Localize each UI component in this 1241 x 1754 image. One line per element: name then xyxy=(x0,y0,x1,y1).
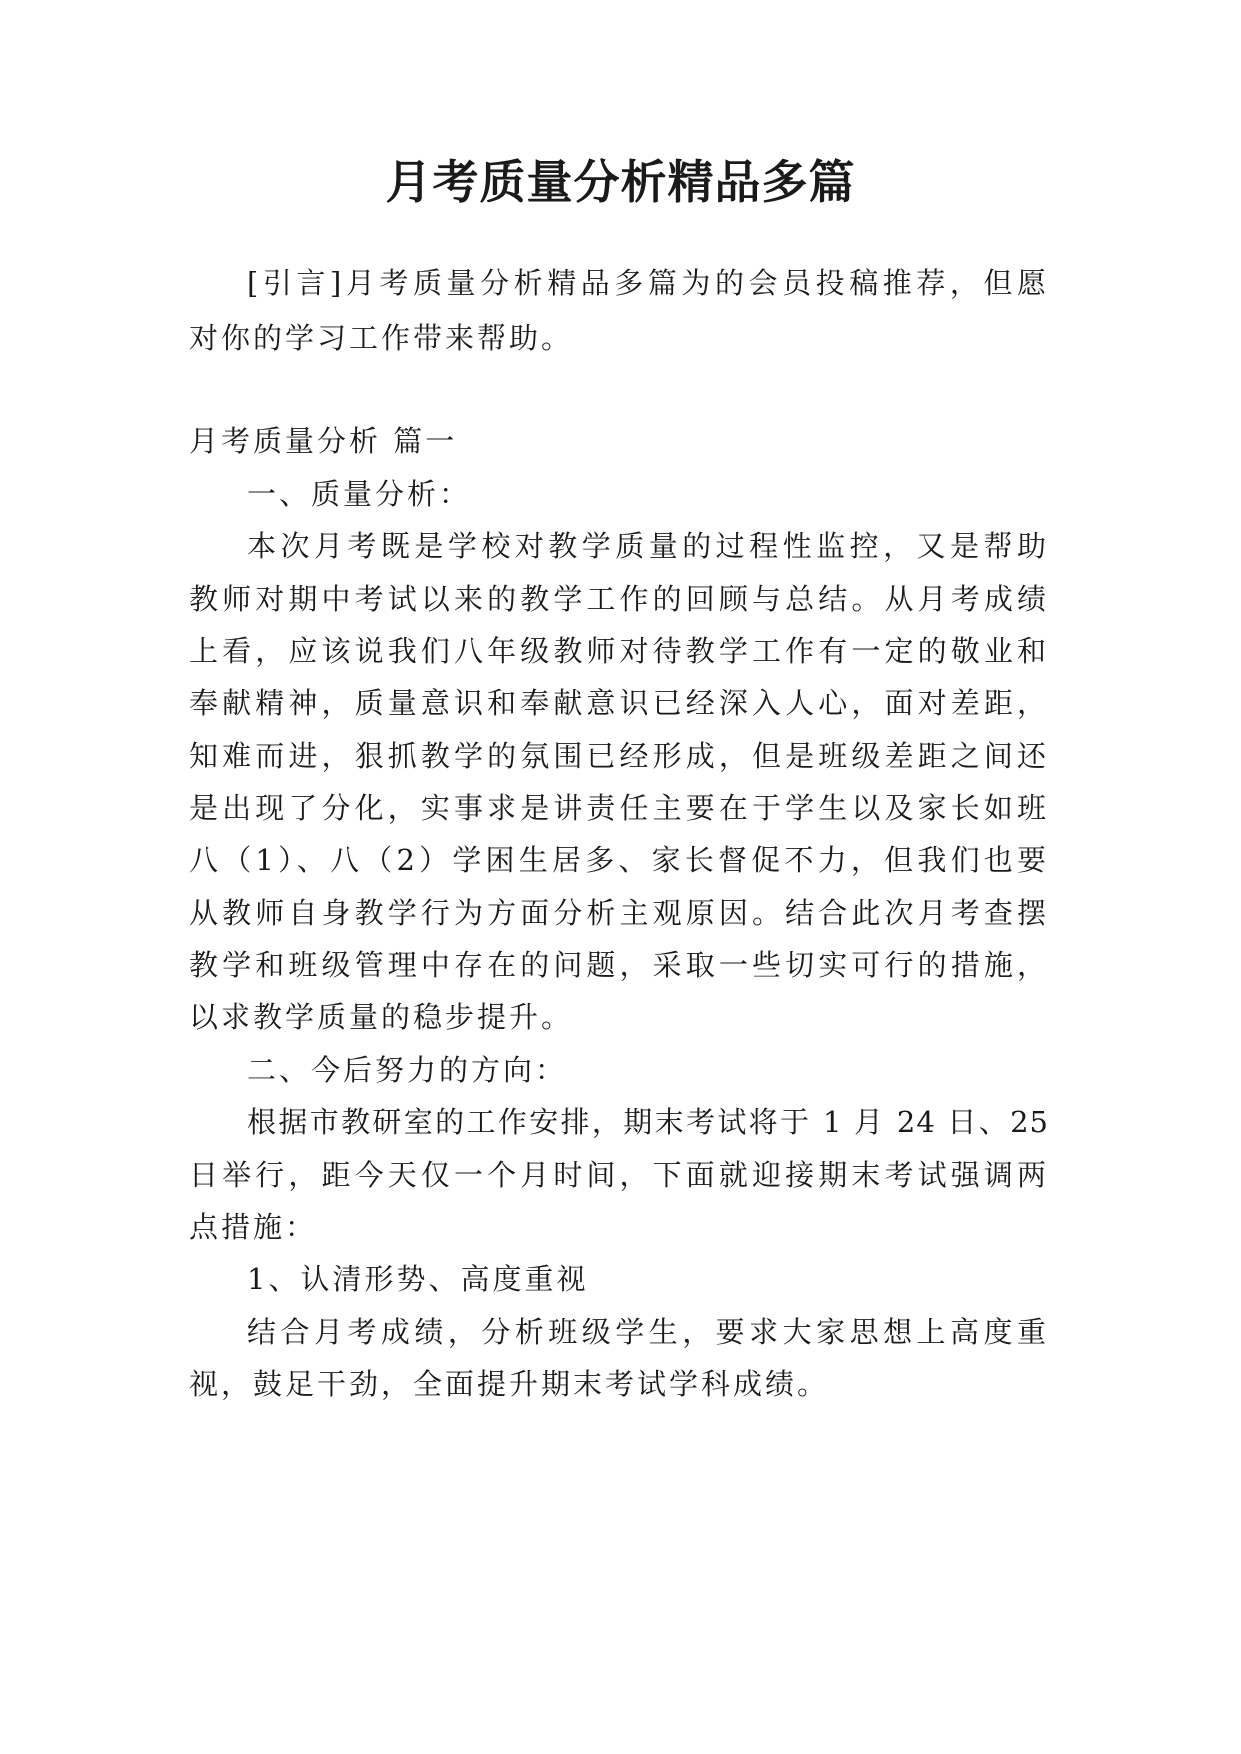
item1-heading: 1、认清形势、高度重视 xyxy=(247,1262,589,1296)
part2-line-3: 点措施： xyxy=(189,1210,318,1244)
part1-line-4: 奉献精神，质量意识和奉献意识已经深入人心，面对差距， xyxy=(189,686,1049,720)
part1-line-10: 以求教学质量的稳步提升。 xyxy=(189,1000,574,1034)
part2-line-2: 日举行，距今天仅一个月时间，下面就迎接期末考试强调两 xyxy=(189,1158,1049,1192)
part2-line-1: 根据市教研室的工作安排，期末考试将于 1 月 24 日、25 xyxy=(247,1105,1049,1139)
intro-line-1: [引言]月考质量分析精品多篇为的会员投稿推荐，但愿 xyxy=(247,266,1049,300)
part1-line-5: 知难而进，狠抓教学的氛围已经形成，但是班级差距之间还 xyxy=(189,739,1049,773)
part1-line-7: 八（1）、八（2）学困生居多、家长督促不力，但我们也要 xyxy=(189,843,1049,877)
part2-heading: 二、今后努力的方向： xyxy=(247,1053,568,1087)
document-title: 月考质量分析精品多篇 xyxy=(385,155,856,209)
part1-line-2: 教师对期中考试以来的教学工作的回顾与总结。从月考成绩 xyxy=(189,582,1049,616)
item1-line-1: 结合月考成绩，分析班级学生，要求大家思想上高度重 xyxy=(247,1315,1049,1349)
item1-line-2: 视，鼓足干劲，全面提升期末考试学科成绩。 xyxy=(189,1367,830,1401)
part1-line-8: 从教师自身教学行为方面分析主观原因。结合此次月考查摆 xyxy=(189,896,1049,930)
section-heading: 月考质量分析 篇一 xyxy=(189,424,458,458)
intro-line-2: 对你的学习工作带来帮助。 xyxy=(189,321,574,355)
part1-line-1: 本次月考既是学校对教学质量的过程性监控，又是帮助 xyxy=(247,529,1049,563)
part1-line-6: 是出现了分化，实事求是讲责任主要在于学生以及家长如班 xyxy=(189,791,1049,825)
document-body xyxy=(189,0,1049,1754)
part1-heading: 一、质量分析： xyxy=(247,477,472,511)
part1-line-9: 教学和班级管理中存在的问题，采取一些切实可行的措施， xyxy=(189,948,1049,982)
part1-line-3: 上看，应该说我们八年级教师对待教学工作有一定的敬业和 xyxy=(189,634,1049,668)
